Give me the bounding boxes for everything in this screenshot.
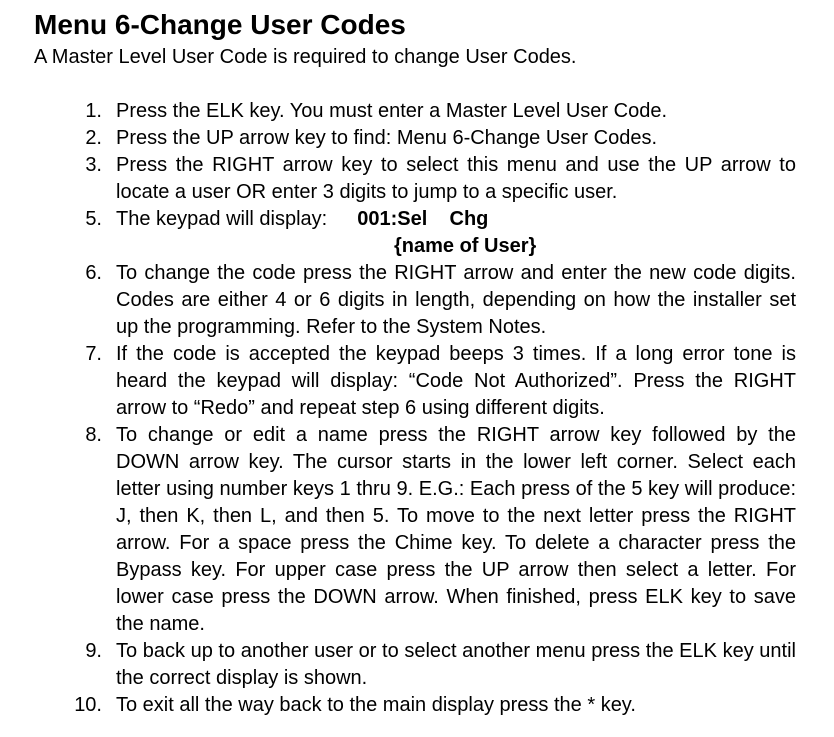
step-item [0, 125, 834, 152]
step-text: The keypad will display: [116, 208, 328, 230]
step-text: Press the UP arrow key to find: Menu 6-Change User Codes. [116, 127, 657, 149]
step-number: 8. [85, 424, 102, 446]
step-number: 3. [85, 154, 102, 176]
step-item [0, 98, 834, 125]
step-item [0, 638, 834, 692]
step-number: 1. [85, 100, 102, 122]
step-item [0, 692, 834, 719]
step-text: To back up to another user or to select another menu press the ELK key until the correct display is shown. [116, 640, 796, 689]
step-number: 7. [85, 343, 102, 365]
steps-list [0, 98, 834, 719]
step-number: 6. [85, 262, 102, 284]
step-text: To exit all the way back to the main display press the * key. [116, 694, 636, 716]
step-text: To change the code press the RIGHT arrow and enter the new code digits. Codes are either 4 or 6 digits in length, depending on how the installer set up the programming. Refer to the System Notes. [116, 262, 796, 338]
step-number: 5. [85, 208, 102, 230]
step-text: To change or edit a name press the RIGHT arrow key followed by the DOWN arrow key. The cursor starts in the lower left corner. Select each letter using number keys 1 thru 9. E.G.: Each press of the 5 key will produce: J, then K, then L, and then 5. To move to the next letter press the RIGHT arrow. For a space press the Chime key. To delete a character press the Bypass key. For upper case press the UP arrow then select a letter. For lower case press the DOWN arrow. When finished, press ELK key to save the name. [116, 424, 796, 635]
step-item [0, 260, 834, 341]
step-text-block [116, 206, 796, 260]
page-title: Menu 6-Change User Codes [34, 9, 406, 40]
step-item [0, 152, 834, 206]
step-number: 9. [85, 640, 102, 662]
step-text: If the code is accepted the keypad beeps 3 times. If a long error tone is heard the keypad will display: “Code Not Authorized”. Press the RIGHT arrow to “Redo” and repeat step 6 using different digits. [116, 343, 796, 419]
step-item [0, 341, 834, 422]
step-text: Press the RIGHT arrow key to select this menu and use the UP arrow to locate a user OR enter 3 digits to jump to a specific user. [116, 154, 796, 203]
page-subtitle: A Master Level User Code is required to change User Codes. [34, 46, 577, 68]
step-text: Press the ELK key. You must enter a Master Level User Code. [116, 100, 668, 122]
step-number: 2. [85, 127, 102, 149]
keypad-display-line2: {name of User} [394, 235, 537, 257]
keypad-display-line1: 001:Sel Chg [357, 208, 489, 230]
step-item [0, 206, 834, 260]
step-number: 10. [74, 694, 102, 716]
step-item [0, 422, 834, 638]
